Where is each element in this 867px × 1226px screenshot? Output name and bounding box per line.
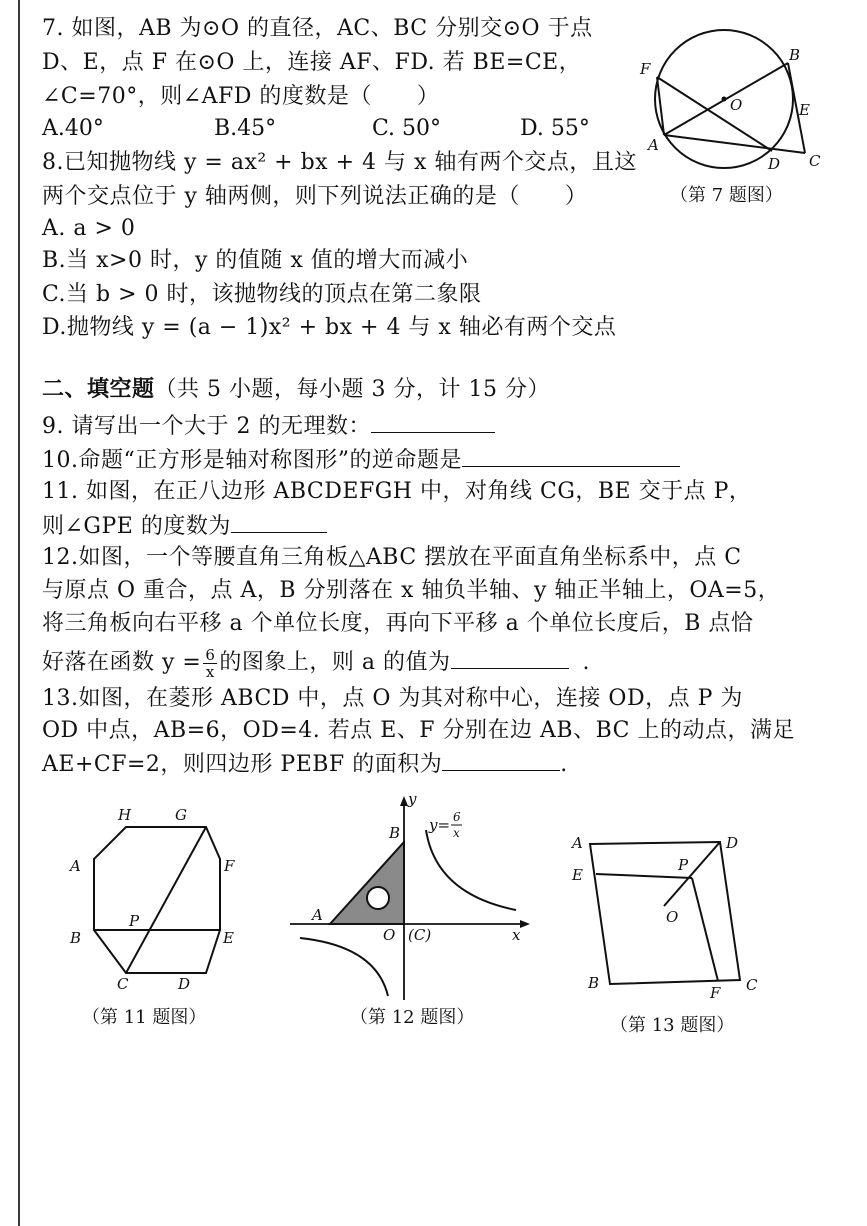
q7-figure-caption: （第 7 题图） (670, 185, 783, 206)
q7-center-point (722, 97, 727, 102)
q12-answer-blank[interactable] (451, 646, 569, 669)
q12-line-4 (42, 646, 590, 680)
q9-text: 9. 请写出一个大于 2 的无理数： (42, 414, 371, 439)
q12-hyperbola-branch-1 (426, 830, 516, 910)
q13-text: AE+CF=2，则四边形 PEBF 的面积为 (42, 752, 443, 777)
q8-option-d: D.抛物线 y = (a − 1)x² + bx + 4 与 x 轴必有两个交点 (42, 315, 617, 340)
q12-text-a: 好落在函数 y = (42, 650, 202, 675)
q7-figure (638, 20, 838, 180)
q11-diagonal-cg (126, 827, 206, 973)
q12-hyperbola-branch-2 (300, 938, 388, 996)
q12-triangle-abc (330, 842, 404, 924)
q12-figure-caption: （第 12 题图） (350, 1007, 475, 1028)
q11-figure-caption: （第 11 题图） (82, 1007, 207, 1028)
q12-label-a: A (312, 906, 323, 924)
q12-label-c: (C) (408, 926, 432, 944)
q8-option-b: B.当 x>0 时，y 的值随 x 值的增大而减小 (42, 248, 469, 273)
q12-fraction-numerator: 6 (205, 645, 216, 664)
q13-figure-caption: （第 13 题图） (610, 1015, 735, 1036)
q11-answer-blank[interactable] (231, 510, 327, 533)
q11-label-p: P (129, 912, 140, 930)
q11-figure (62, 805, 252, 995)
q13-rhombus (590, 842, 740, 984)
q7-line-3: ∠C=70°，则∠AFD 的度数是（ ） (42, 84, 440, 109)
q9-answer-blank[interactable] (371, 410, 495, 433)
q12-line-1: 12.如图，一个等腰直角三角板△ABC 摆放在平面直角坐标系中，点 C (42, 545, 742, 570)
q12-fraction-denominator: x (205, 662, 215, 681)
q13-line-2: OD 中点，AB=6，OD=4. 若点 E、F 分别在边 AB、BC 上的动点，满足 (42, 718, 796, 743)
q8-line-2: 两个交点位于 y 轴两侧，则下列说法正确的是（ ） (42, 184, 588, 209)
q11-label-g: G (175, 806, 187, 824)
q11-label-e: E (223, 929, 234, 947)
q12-period: . (582, 650, 591, 675)
section-title: 二、填空题 (42, 376, 155, 402)
q11-label-c: C (117, 975, 129, 993)
q13-label-f: F (710, 984, 721, 1002)
q7-label-b: B (789, 46, 801, 64)
q13-segment-od (664, 842, 720, 906)
q7-label-e: E (799, 101, 810, 119)
q11-label-f: F (224, 857, 235, 875)
q12-label-function-den: x (453, 826, 460, 840)
q12-figure (290, 790, 550, 1010)
q7-segment-ac (664, 135, 805, 153)
q11-text: 则∠GPE 的度数为 (42, 514, 231, 539)
q11-label-h: H (118, 806, 132, 824)
q7-option-d: D. 55° (520, 116, 590, 141)
q13-label-e: E (572, 866, 583, 884)
q13-answer-blank[interactable] (442, 748, 560, 771)
q12-text-b: 的图象上，则 a 的值为 (219, 650, 451, 675)
q7-line-1: 7. 如图，AB 为⊙O 的直径，AC、BC 分别交⊙O 于点 (42, 16, 593, 41)
page-margin-line (18, 0, 20, 1226)
q10-text: 10.命题“正方形是轴对称图形”的逆命题是 (42, 448, 462, 473)
q13-label-a: A (572, 834, 583, 852)
q10-answer-blank[interactable] (462, 444, 680, 467)
q7-label-f: F (640, 60, 651, 78)
q7-option-b: B.45° (214, 116, 277, 141)
q12-line-3: 将三角板向右平移 a 个单位长度，再向下平移 a 个单位长度后，B 点恰 (42, 611, 754, 636)
q11-octagon (94, 827, 220, 973)
section-note: （共 5 小题，每小题 3 分，计 15 分） (154, 377, 550, 402)
q13-period: . (560, 752, 568, 777)
q7-label-d: D (768, 155, 781, 173)
q12-y-axis-arrow (400, 796, 408, 806)
q12-line-2: 与原点 O 重合，点 A，B 分别落在 x 轴负半轴、y 轴正半轴上，OA=5， (42, 578, 781, 603)
q7-label-a: A (648, 136, 659, 154)
q7-line-2: D、E，点 F 在⊙O 上，连接 AF、FD. 若 BE=CE， (42, 50, 582, 75)
section-heading (42, 374, 550, 405)
q11-line-1: 11. 如图，在正八边形 ABCDEFGH 中，对角线 CG，BE 交于点 P， (42, 479, 752, 504)
q12-x-axis-arrow (520, 920, 530, 928)
q13-label-p: P (678, 856, 689, 874)
q7-option-c: C. 50° (372, 116, 442, 141)
q12-label-o: O (383, 926, 396, 944)
q12-label-y: y (408, 790, 417, 808)
q8-option-a: A. a > 0 (42, 216, 136, 241)
q11-label-b: B (70, 929, 82, 947)
q7-label-c: C (809, 152, 821, 170)
q13-line-3 (42, 748, 568, 780)
q12-triangle-hole (367, 887, 389, 909)
q9-line (42, 410, 495, 442)
q8-option-c: C.当 b > 0 时，该抛物线的顶点在第二象限 (42, 282, 482, 307)
q10-line (42, 444, 680, 476)
q13-line-1: 13.如图，在菱形 ABCD 中，点 O 为其对称中心，连接 OD，点 P 为 (42, 686, 743, 711)
q13-segment-pe (596, 874, 692, 878)
q12-label-x: x (512, 926, 521, 944)
q12-label-function: y= (429, 816, 451, 834)
q13-figure (568, 828, 768, 1008)
q13-label-c: C (746, 976, 758, 994)
q7-segment-fd (657, 77, 772, 151)
q12-label-b: B (389, 824, 401, 842)
q13-label-b: B (588, 974, 600, 992)
q8-line-1: 8.已知抛物线 y = ax² + bx + 4 与 x 轴有两个交点，且这 (42, 150, 637, 175)
q11-line-2 (42, 510, 327, 542)
q13-segment-pf (692, 878, 718, 981)
q13-label-d: D (726, 834, 739, 852)
q12-fraction (203, 647, 217, 680)
q12-label-function-num: 6 (453, 810, 461, 824)
q13-label-o: O (666, 908, 679, 926)
q7-option-a: A.40° (42, 116, 104, 141)
q11-label-a: A (70, 857, 81, 875)
q11-label-d: D (178, 975, 191, 993)
q7-label-o: O (730, 96, 743, 114)
